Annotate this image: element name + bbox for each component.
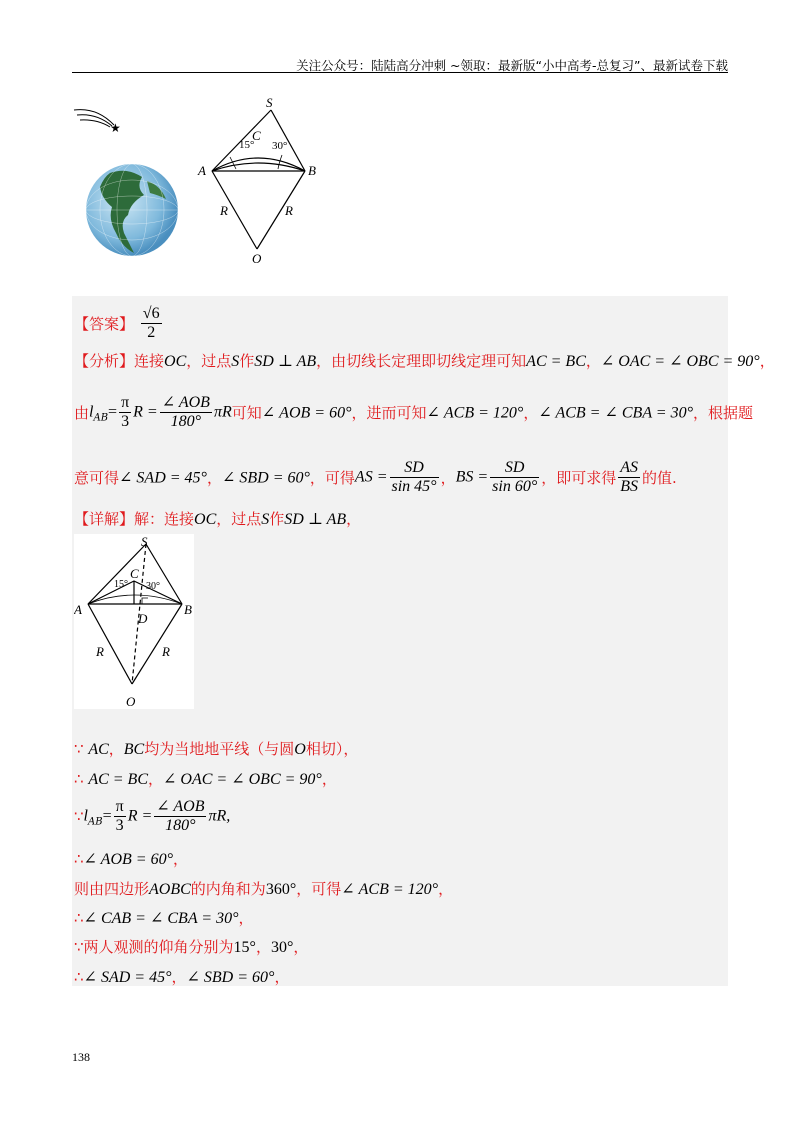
label-R-left: R — [220, 203, 228, 218]
detail-line: 【详解】解：连接OC，过点S作SD ⊥ AB， — [74, 510, 362, 528]
fig2-label-R-right: R — [162, 644, 170, 659]
fig2-label-O: O — [126, 694, 136, 709]
page-header: 关注公众号：陆陆高分冲刺 ~领取：最新版“小中高考-总复习”、最新试卷下载 — [296, 58, 728, 73]
step-8: ∴∠ SAD = 45°，∠ SBD = 60°， — [74, 968, 290, 986]
fig2-label-S: S — [141, 534, 148, 549]
step-1: ∵ AC，BC均为当地地平线（与圆O相切）， — [74, 740, 359, 758]
fig2-label-30deg: 30° — [146, 581, 160, 592]
analysis-line-3: 意可得∠ SAD = 45°，∠ SBD = 60°，可得AS = $\frac{SD}{\sin 45^\circ}$ ，BS = $\frac{SD}{\sin 60^\circ}$ ，即可求得 $\frac{AS}{BS}$ 的值. — [74, 459, 677, 495]
fig2-label-A: A — [74, 602, 82, 617]
comet-icon — [74, 110, 121, 135]
answer-line — [74, 305, 164, 342]
step-7: ∵两人观测的仰角分别为15°，30°， — [74, 938, 309, 956]
analysis-line-2: 由$l_{AB}=$ $\frac{\pi}{3}$ R = $\frac{\text{∠ AOB}}{180^\circ}$ πR可知∠ AOB = 60°，进而可知∠ ACB = 120°，∠ ACB = ∠ CBA = 30°，根据题 — [74, 394, 754, 430]
label-B: B — [308, 163, 316, 178]
step-6: ∴∠ CAB = ∠ CBA = 30°， — [74, 909, 254, 927]
answer-fraction: $\frac{√6}{2}$ — [142, 305, 160, 341]
header-rule — [72, 72, 728, 73]
fig2-label-15deg: 15° — [114, 579, 128, 590]
earth-globe — [86, 164, 178, 256]
analysis-line-1: 【分析】连接OC，过点S作SD ⊥ AB，由切线长定理即切线定理可知AC = BC，∠ OAC = ∠ OBC = 90°， — [74, 352, 775, 370]
label-R-right: R — [285, 203, 293, 218]
step-2: ∴ AC = BC，∠ OAC = ∠ OBC = 90°， — [74, 770, 337, 788]
step-3: $\because l_{AB}=$ $\frac{\pi}{3}$ R = $\frac{\text{∠ AOB}}{180^\circ}$ πR, — [74, 798, 231, 834]
page-number: 138 — [72, 1050, 90, 1064]
svg-text:★: ★ — [110, 121, 121, 135]
fig2-label-D: D — [138, 611, 148, 626]
answer-tag: 【答案】 — [74, 315, 135, 333]
label-C: C — [252, 128, 261, 143]
figure-detail-diagram — [74, 534, 194, 709]
step-5: 则由四边形AOBC的内角和为360°，可得∠ ACB = 120°， — [74, 880, 454, 898]
fig2-label-R-left: R — [96, 644, 104, 659]
fig2-label-B: B — [184, 602, 192, 617]
label-O: O — [252, 251, 262, 266]
figure-globe-diagram — [72, 95, 342, 270]
fig2-label-C: C — [130, 566, 139, 581]
step-4: ∴∠ AOB = 60°， — [74, 850, 188, 868]
label-S: S — [266, 95, 273, 110]
label-30deg: 30° — [272, 140, 288, 152]
label-15deg: 15° — [239, 139, 255, 151]
label-A: A — [198, 163, 206, 178]
